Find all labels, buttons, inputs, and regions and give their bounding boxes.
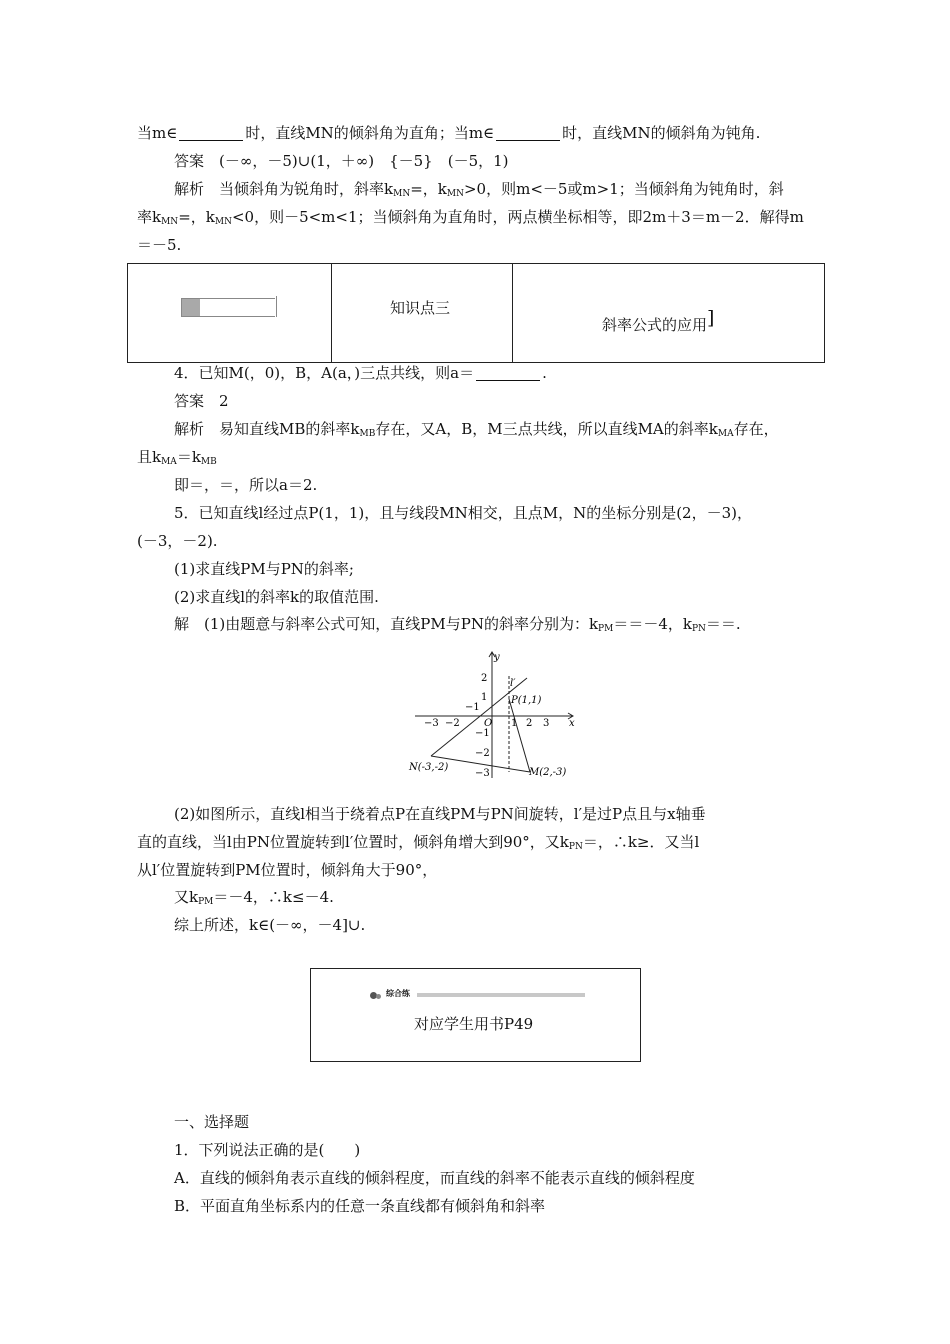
subscript: PM	[598, 624, 614, 634]
section-title-text: 斜率公式的应用	[602, 316, 708, 334]
q4-answer	[174, 391, 229, 411]
tick-label-x: −2	[445, 718, 460, 729]
point-p-label: P(1,1)	[511, 695, 542, 706]
solution-label: 解	[174, 615, 190, 633]
text: 4．已知M(，0)，B，A(a，)三点共线，则a＝	[174, 364, 475, 382]
subscript: PM	[198, 897, 214, 907]
bracket-mark: ]	[707, 307, 715, 329]
text: =，k	[178, 208, 215, 226]
q3-analysis-line1	[174, 179, 784, 204]
q3-analysis-line3: ＝－5.	[137, 236, 182, 254]
section-bar-icon	[181, 298, 275, 317]
choice-q1: 1．下列说法正确的是( )	[174, 1141, 361, 1159]
x-axis-label: x	[569, 718, 575, 729]
subscript: MN	[214, 217, 232, 227]
subscript: PN	[691, 624, 706, 634]
subscript: MB	[359, 429, 376, 439]
text: ＝－4，∴k≤－4.	[213, 888, 334, 906]
blank	[476, 366, 540, 381]
point-m-label: M(2,-3)	[529, 767, 567, 778]
q5-part1: (1)求直线PM与PN的斜率;	[174, 560, 354, 578]
text: <0，则－5<m<1；当倾斜角为直角时，两点横坐标相等，即2m＋3＝m－2．解得m	[231, 208, 804, 226]
tick-label-y: 1	[481, 692, 488, 703]
text: 直的直线，当l由PN位置旋转到l′位置时，倾斜角增大到90°，又k	[137, 833, 569, 851]
q3-text-c: 时，直线MN的倾斜角为钝角.	[562, 124, 761, 142]
section-label: 知识点三	[390, 299, 451, 317]
q4-analysis-line1	[174, 419, 779, 444]
practice-text: 对应学生用书P49	[414, 1015, 534, 1033]
text: 率k	[137, 208, 162, 226]
tick-label-x: −3	[424, 718, 439, 729]
q5-para2-line2	[137, 832, 699, 857]
analysis-label: 解析	[174, 420, 205, 438]
blank	[496, 126, 560, 141]
coordinate-figure	[405, 648, 585, 782]
q5-question-line2: (－3，－2).	[137, 532, 218, 550]
q5-para2-line3: 从l′位置旋转到PM位置时，倾斜角大于90°，	[137, 861, 438, 879]
practice-header: 综合练	[386, 989, 410, 998]
q4-analysis-line3: 即＝，＝，所以a＝2.	[174, 476, 318, 494]
choice-heading: 一、选择题	[174, 1113, 250, 1131]
q5-para2-line4	[174, 887, 334, 912]
text: >0，则m<－5或m>1；当倾斜角为钝角时，斜	[463, 180, 784, 198]
subscript: MN	[446, 189, 464, 199]
q3-answer	[174, 151, 509, 171]
q3-text-b: 时，直线MN的倾斜角为直角；当m∈	[245, 124, 495, 142]
lprime-label: l′	[510, 678, 516, 689]
q3-analysis-line2	[137, 207, 804, 232]
text: .	[542, 364, 547, 382]
q5-para2-line1: (2)如图所示，直线l相当于绕着点P在直线PM与PN间旋转，l′是过P点且与x轴垂	[174, 805, 706, 823]
answer-text: (－∞，－5)∪(1，＋∞) {－5} (－5，1)	[219, 152, 509, 170]
text: 且k	[137, 448, 162, 466]
table-divider	[512, 264, 513, 362]
tick-label-y: −1	[475, 728, 490, 739]
choice-option-b: B．平面直角坐标系内的任意一条直线都有倾斜角和斜率	[174, 1197, 546, 1215]
line-pn	[431, 678, 527, 756]
text: 又k	[174, 888, 199, 906]
text: ＝，∴k≥．又当l	[582, 833, 700, 851]
q3-question-line	[137, 123, 760, 143]
q5-question-line1: 5．已知直线l经过点P(1，1)，且与线段MN相交，且点M，N的坐标分别是(2，－3)，	[174, 504, 752, 522]
line-pm	[509, 699, 533, 772]
subscript: MA	[717, 429, 734, 439]
tick-label-y: 2	[481, 673, 488, 684]
point-n-label: N(-3,-2)	[409, 762, 449, 773]
text: ＝＝－4，k	[613, 615, 692, 633]
text: 存在，	[733, 420, 779, 438]
text: ＝k	[176, 448, 201, 466]
tick-label-y: −2	[475, 748, 490, 759]
blank	[179, 126, 243, 141]
subscript: MA	[161, 457, 177, 467]
text: 当倾斜角为锐角时，斜率k	[219, 180, 394, 198]
choice-option-a: A．直线的倾斜角表示直线的倾斜程度，而直线的斜率不能表示直线的倾斜程度	[174, 1169, 695, 1187]
text: =，k	[410, 180, 447, 198]
tick-label-x: 1	[511, 718, 518, 729]
origin-label: O	[484, 718, 493, 729]
tick-label-y: −3	[475, 768, 490, 779]
subscript: MN	[393, 189, 411, 199]
q5-solution-line1	[174, 614, 741, 639]
q4-question	[174, 363, 547, 383]
subscript: PN	[568, 842, 583, 852]
q5-part2: (2)求直线l的斜率k的取值范围.	[174, 588, 379, 606]
y-axis-label: y	[494, 652, 500, 663]
tick-label-x: 3	[543, 718, 550, 729]
practice-box	[310, 968, 641, 1062]
text: 易知直线MB的斜率k	[219, 420, 360, 438]
section-title	[602, 308, 714, 335]
answer-label: 答案	[174, 392, 205, 410]
analysis-label: 解析	[174, 180, 205, 198]
section-table	[127, 263, 825, 363]
q4-analysis-line2	[137, 447, 217, 472]
q5-para2-line5: 综上所述，k∈(－∞，－4]∪.	[174, 916, 366, 934]
text: (1)由题意与斜率公式可知，直线PM与PN的斜率分别为：k	[204, 615, 599, 633]
subscript: MN	[161, 217, 179, 227]
practice-logo-icon	[370, 991, 382, 1000]
answer-text: 2	[219, 392, 229, 410]
answer-label: 答案	[174, 152, 205, 170]
q3-text-a: 当m∈	[137, 124, 178, 142]
practice-bar	[417, 993, 585, 997]
text: 存在，又A，B，M三点共线，所以直线MA的斜率k	[375, 420, 718, 438]
table-divider	[331, 264, 332, 362]
text: ＝＝.	[705, 615, 741, 633]
tick-label-x: 2	[526, 718, 533, 729]
subscript: MB	[200, 457, 217, 467]
tick-label-x: −1	[465, 702, 480, 713]
